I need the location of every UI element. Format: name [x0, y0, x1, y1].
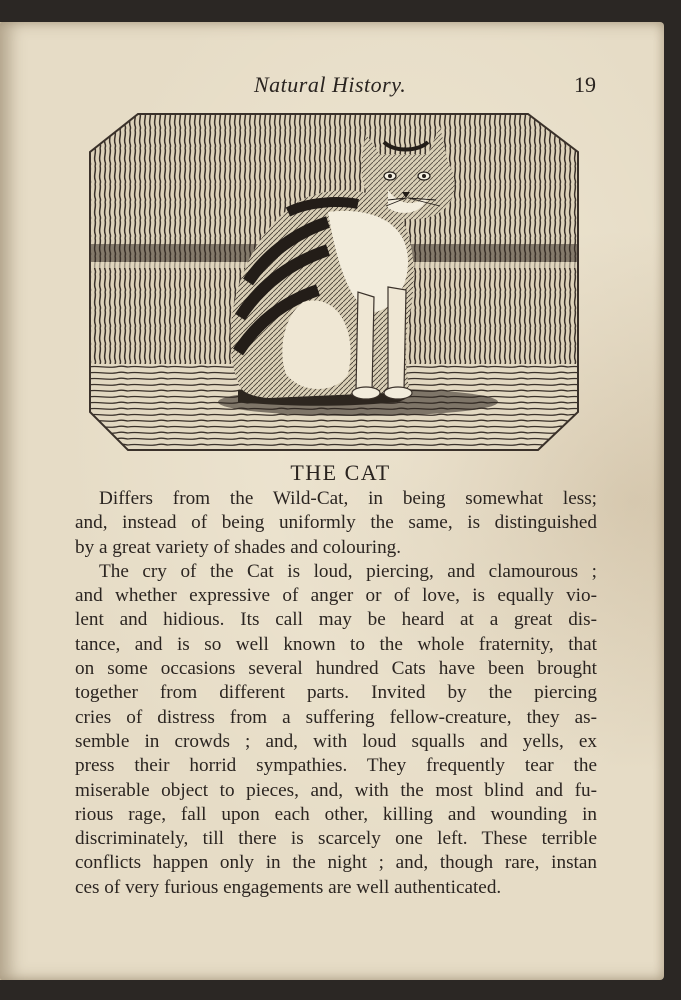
text-line: Differs from the Wild-Cat, in being somewhat less; — [99, 488, 597, 509]
text-line: ces of very furious engagements are well authenticated. — [75, 876, 502, 898]
text-line: tance, and is so well known to the whole fraternity, that — [75, 633, 597, 655]
text-line: together from different parts. Invited by the piercing — [75, 682, 597, 704]
text-line: miserable object to pieces, and, with the most blind and fu- — [75, 779, 597, 801]
text-line: and, instead of being uniformly the same, is distinguished — [75, 512, 597, 534]
page-number: 19 — [574, 72, 596, 97]
text-line: rious rage, fall upon each other, killing and wounding in — [75, 803, 597, 825]
text-line: The cry of the Cat is loud, piercing, and clamourous ; — [99, 560, 597, 582]
text-line: discriminately, till there is scarcely one left. These terrible — [75, 828, 597, 850]
text-line: semble in crowds ; and, with loud squalls and yells, ex — [75, 730, 597, 752]
text-line: and whether expressive of anger or of love, is equally vio- — [75, 585, 597, 607]
article-body — [75, 487, 597, 900]
text-line: conflicts happen only in the night ; and, though rare, instan — [75, 852, 597, 874]
text-line: press their horrid sympathies. They frequently tear the — [75, 755, 597, 777]
text-line: lent and hidious. Its call may be heard at a great dis- — [75, 609, 597, 631]
text-line: by a great variety of shades and colouring. — [75, 536, 402, 558]
text-line: cries of distress from a suffering fellow-creature, they as- — [75, 706, 597, 728]
cat-engraving-icon — [88, 112, 580, 452]
running-title: Natural History. — [254, 72, 407, 97]
paragraph — [75, 560, 597, 900]
article-heading: THE CAT — [290, 460, 391, 485]
text-line: on some occasions several hundred Cats have been brought — [75, 658, 597, 680]
paragraph — [75, 487, 597, 560]
